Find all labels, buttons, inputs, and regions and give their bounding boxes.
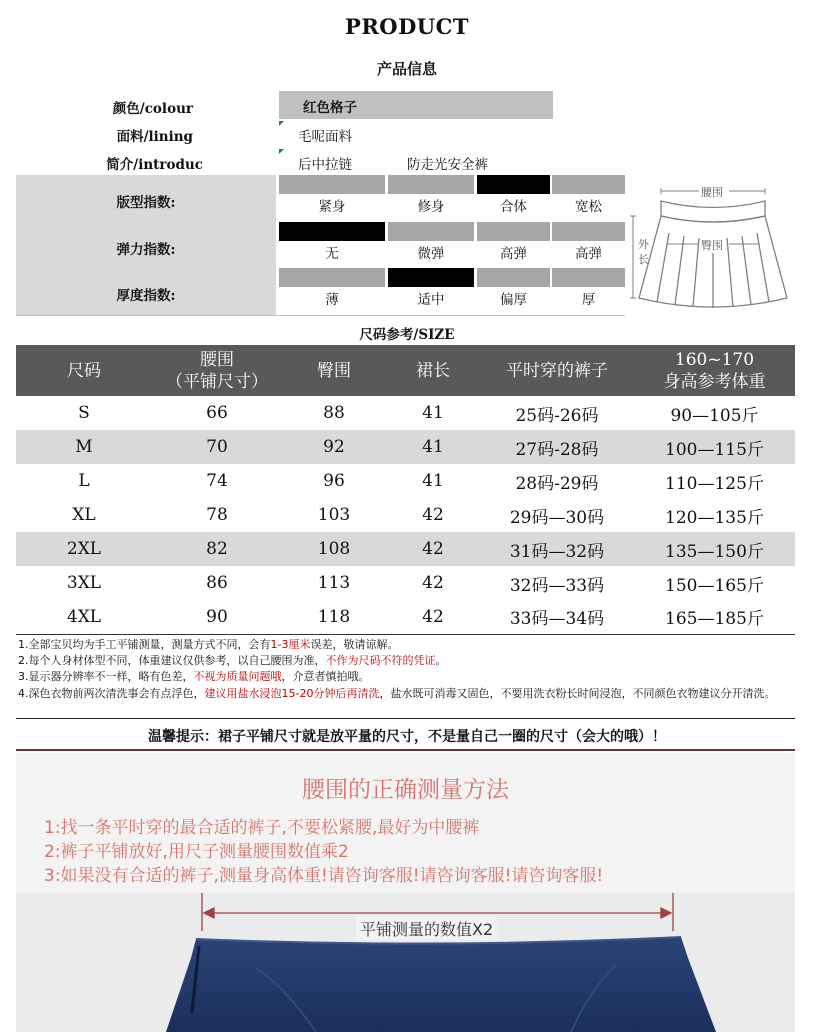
table-cell: 42 (422, 505, 444, 525)
index-marker (477, 268, 550, 287)
table-cell: 32码—33码 (509, 575, 605, 596)
section-title-product-info: 产品信息 (376, 60, 437, 78)
colour-label: 颜色/colour (112, 101, 193, 117)
size-table-header-text: 臀围 (317, 360, 351, 381)
table-cell: 2XL (16, 532, 152, 566)
table-cell: 3XL (66, 573, 102, 593)
notes (18, 637, 798, 702)
table-cell: 41 (386, 430, 480, 464)
colour-value-box (279, 91, 553, 119)
cell-marker-icon (279, 149, 284, 154)
size-table-header-text: （平铺尺寸） (166, 371, 268, 392)
index-marker-selected (279, 222, 385, 241)
table-cell: 42 (386, 532, 480, 566)
table-row (16, 464, 795, 498)
size-table-body (16, 396, 795, 634)
table-cell: 31码—32码 (480, 532, 634, 566)
table-cell: 41 (422, 471, 444, 491)
intro-label: 简介/introduc (106, 157, 203, 173)
photo-title: 腰围的正确测量方法 (302, 777, 509, 803)
note-2: 2.每个人身材体型不同，体重建议仅供参考，以自己腰围为准，不作为尺码不符的凭证。 (18, 654, 447, 668)
index-option-label: 无 (325, 246, 339, 262)
index-label: 版型指数: (116, 195, 176, 211)
table-cell: 90 (152, 600, 282, 634)
size-table-header-text: 160~170 (674, 349, 755, 370)
pants-illustration (16, 753, 795, 1032)
intro-value-zipper: 后中拉链 (298, 157, 352, 173)
warm-tip: 温馨提示：裙子平铺尺寸就是放平量的尺寸，不是量自己一圈的尺寸（会大的哦）！ (148, 729, 666, 745)
table-cell: 88 (323, 403, 345, 423)
note-4: 4.深色衣物前两次清洗事会有点浮色，建议用盐水浸泡15-20分钟后再清洗，盐水既可消毒又固色，不要用洗衣粉长时间浸泡，不同颜色衣物建议分开清洗。 (18, 686, 776, 700)
size-table-header (152, 345, 282, 396)
size-table-header-row (16, 345, 795, 396)
diagram-waist-label: 腰围 (701, 186, 723, 199)
size-table-header (480, 345, 634, 396)
index-marker-selected (477, 175, 550, 194)
table-cell: 100—115斤 (634, 430, 795, 464)
table-cell: 27码-28码 (480, 430, 634, 464)
size-table-header (282, 345, 386, 396)
index-option-label: 高弹 (500, 246, 527, 262)
table-row (16, 600, 795, 634)
table-cell: 42 (422, 573, 444, 593)
lining-label: 面料/lining (116, 129, 193, 145)
table-row (16, 430, 795, 464)
index-option-label: 微弹 (417, 246, 445, 262)
size-table-header-text: 平时穿的裤子 (506, 360, 608, 381)
tip-divider (16, 749, 795, 751)
table-cell: 96 (323, 471, 345, 491)
index-marker (279, 268, 385, 287)
size-table-header-text: 尺码 (67, 360, 101, 381)
table-cell: 33码—34码 (480, 600, 634, 634)
note-1: 1.全部宝贝均为手工平铺测量，测量方式不同，会有1-3厘米误差，敬请谅解。 (18, 638, 399, 651)
table-cell: M (16, 430, 152, 464)
index-marker (552, 268, 625, 287)
table-cell: 41 (422, 403, 444, 423)
size-table-header-text: 身高参考体重 (663, 371, 766, 392)
table-cell: 108 (282, 532, 386, 566)
table-cell: XL (72, 505, 96, 525)
measurement-photo (16, 753, 795, 1032)
table-row (16, 498, 795, 532)
index-option-label: 高弹 (575, 246, 602, 262)
index-marker (552, 222, 625, 241)
table-cell: 66 (206, 403, 228, 423)
table-cell: 103 (317, 505, 351, 525)
table-cell: 165—185斤 (634, 600, 795, 634)
table-cell: 110—125斤 (665, 473, 764, 494)
table-cell: S (78, 403, 90, 423)
table-cell: 86 (206, 573, 228, 593)
photo-step-3: 3:如果没有合适的裤子,测量身高体重!请咨询客服!请咨询客服!请咨询客服! (44, 866, 604, 886)
index-marker (552, 175, 625, 194)
cell-marker-icon (279, 121, 284, 126)
size-table-header (386, 345, 480, 396)
index-marker-selected (388, 268, 474, 287)
table-cell: 29码—30码 (509, 507, 605, 528)
table-cell: 74 (206, 471, 228, 491)
lining-value: 毛呢面料 (298, 129, 352, 145)
index-label: 弹力指数: (116, 242, 176, 258)
table-row (16, 396, 795, 430)
table-cell: 4XL (16, 600, 152, 634)
table-cell: 92 (282, 430, 386, 464)
index-label: 厚度指数: (116, 288, 176, 304)
index-marker (388, 175, 474, 194)
size-table-header-text: 腰围 (200, 349, 234, 370)
index-divider (16, 315, 625, 316)
table-row (16, 566, 795, 600)
photo-step-1: 1:找一条平时穿的最合适的裤子,不要松紧腰,最好为中腰裤 (44, 818, 480, 838)
table-cell: 78 (206, 505, 228, 525)
table-cell: 113 (317, 573, 351, 593)
notes-divider (16, 718, 795, 719)
table-cell: 82 (152, 532, 282, 566)
index-option-label: 紧身 (318, 199, 346, 215)
photo-measure-label: 平铺测量的数值X2 (356, 917, 497, 940)
index-option-label: 修身 (417, 199, 445, 215)
table-cell: 135—150斤 (634, 532, 795, 566)
table-cell: 70 (152, 430, 282, 464)
index-option-label: 合体 (500, 199, 527, 215)
size-table-header (16, 345, 152, 396)
photo-step-2: 2:裤子平铺放好,用尺子测量腰围数值乘2 (44, 842, 349, 862)
table-cell: 150—165斤 (665, 575, 764, 596)
index-marker (279, 175, 385, 194)
index-option-label: 薄 (325, 292, 339, 308)
index-option-label: 适中 (417, 292, 445, 308)
index-option-label: 偏厚 (500, 292, 527, 308)
table-row (16, 532, 795, 566)
size-table-header-text: 裙长 (416, 360, 450, 381)
size-table-header (634, 345, 795, 396)
colour-value: 红色格子 (303, 100, 357, 116)
table-cell: 90—105斤 (670, 405, 759, 426)
index-marker (388, 222, 474, 241)
index-option-label: 宽松 (575, 199, 602, 215)
size-reference-label: 尺码参考/SIZE (359, 327, 455, 343)
table-cell: 120—135斤 (665, 507, 764, 528)
table-cell: 42 (386, 600, 480, 634)
table-cell: 118 (282, 600, 386, 634)
table-cell: 28码-29码 (515, 473, 599, 494)
index-marker (477, 222, 550, 241)
note-3: 3.显示器分辨率不一样，略有色差，不视为质量问题哦，介意者慎拍哦。 (18, 670, 370, 684)
size-table (16, 345, 795, 635)
intro-value-safety-shorts: 防走光安全裤 (407, 157, 488, 173)
diagram-hip-label: 臀围 (701, 239, 723, 252)
table-cell: L (78, 471, 90, 491)
page-title: PRODUCT (345, 14, 469, 39)
table-cell: 25码-26码 (515, 405, 599, 426)
index-option-label: 厚 (581, 292, 596, 308)
diagram-length-label-1: 外 (638, 238, 649, 251)
diagram-length-label-2: 长 (638, 253, 649, 266)
